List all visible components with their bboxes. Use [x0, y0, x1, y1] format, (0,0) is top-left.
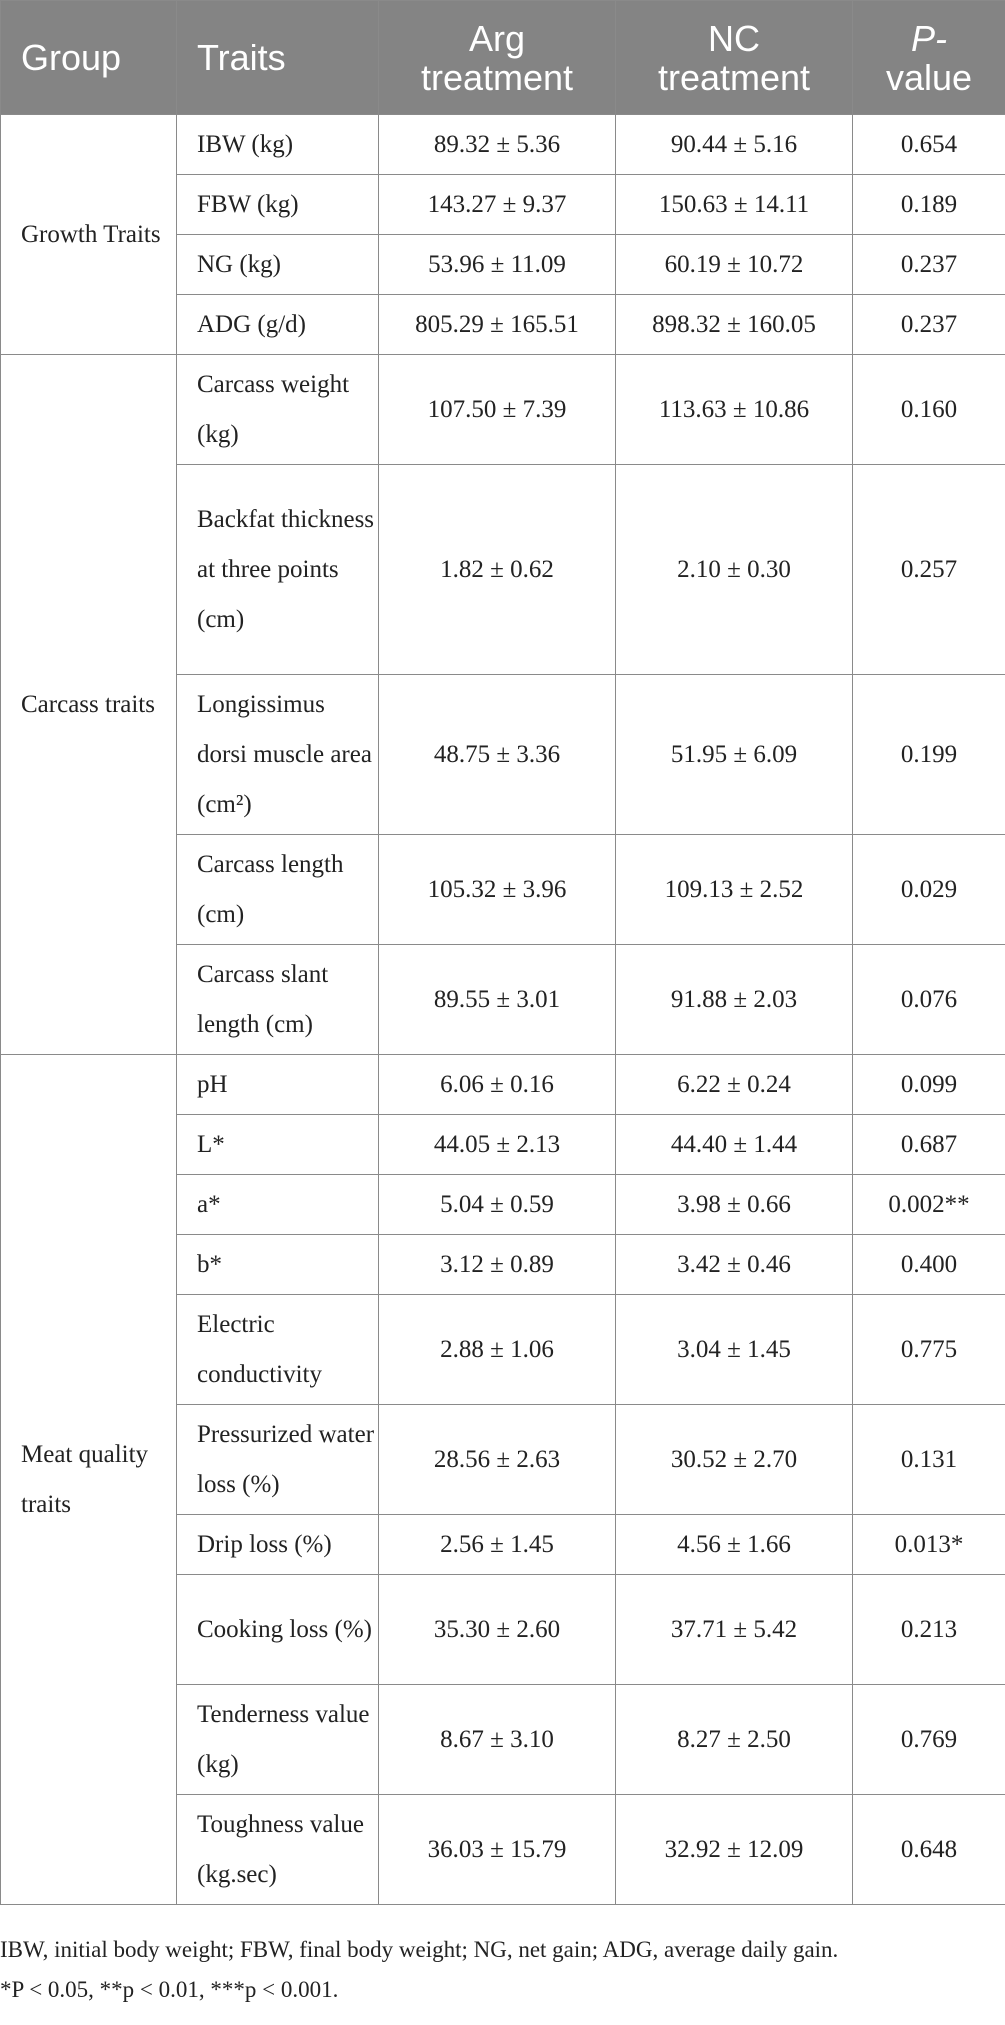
table-row	[1, 355, 1005, 465]
group-label-growth: Growth Traits	[1, 115, 177, 355]
arg-value: 8.67 ± 3.10	[379, 1685, 616, 1795]
trait-cell: a*	[177, 1175, 379, 1235]
arg-value: 36.03 ± 15.79	[379, 1795, 616, 1905]
trait-cell: Carcass length (cm)	[177, 835, 379, 945]
arg-value: 105.32 ± 3.96	[379, 835, 616, 945]
nc-value: 3.98 ± 0.66	[616, 1175, 853, 1235]
header-nc-treatment: NC treatment	[616, 1, 853, 115]
nc-value: 113.63 ± 10.86	[616, 355, 853, 465]
p-value: 0.648	[853, 1795, 1005, 1905]
trait-cell: Carcass slant length (cm)	[177, 945, 379, 1055]
p-value: 0.189	[853, 175, 1005, 235]
nc-value: 44.40 ± 1.44	[616, 1115, 853, 1175]
p-value: 0.199	[853, 675, 1005, 835]
abbreviations-note: IBW, initial body weight; FBW, final body weight; NG, net gain; ADG, average daily gain.	[0, 1937, 839, 1962]
header-p-value: P- value	[853, 1, 1005, 115]
trait-cell: Tenderness value (kg)	[177, 1685, 379, 1795]
arg-value: 89.32 ± 5.36	[379, 115, 616, 175]
p-value: 0.775	[853, 1295, 1005, 1405]
header-arg-treatment: Arg treatment	[379, 1, 616, 115]
nc-value: 150.63 ± 14.11	[616, 175, 853, 235]
p-value: 0.131	[853, 1405, 1005, 1515]
arg-value: 5.04 ± 0.59	[379, 1175, 616, 1235]
arg-value: 35.30 ± 2.60	[379, 1575, 616, 1685]
p-value: 0.257	[853, 465, 1005, 675]
arg-value: 6.06 ± 0.16	[379, 1055, 616, 1115]
p-value: 0.687	[853, 1115, 1005, 1175]
arg-value: 3.12 ± 0.89	[379, 1235, 616, 1295]
nc-value: 37.71 ± 5.42	[616, 1575, 853, 1685]
p-value: 0.076	[853, 945, 1005, 1055]
nc-value: 60.19 ± 10.72	[616, 235, 853, 295]
arg-value: 44.05 ± 2.13	[379, 1115, 616, 1175]
p-value: 0.029	[853, 835, 1005, 945]
nc-value: 898.32 ± 160.05	[616, 295, 853, 355]
nc-value: 51.95 ± 6.09	[616, 675, 853, 835]
arg-value: 805.29 ± 165.51	[379, 295, 616, 355]
arg-value: 2.88 ± 1.06	[379, 1295, 616, 1405]
trait-cell: pH	[177, 1055, 379, 1115]
trait-cell: b*	[177, 1235, 379, 1295]
nc-value: 6.22 ± 0.24	[616, 1055, 853, 1115]
header-group: Group	[1, 1, 177, 115]
header-row	[1, 1, 1005, 115]
nc-value: 3.42 ± 0.46	[616, 1235, 853, 1295]
nc-value: 3.04 ± 1.45	[616, 1295, 853, 1405]
arg-value: 2.56 ± 1.45	[379, 1515, 616, 1575]
p-value: 0.237	[853, 235, 1005, 295]
header-traits: Traits	[177, 1, 379, 115]
table-footnote	[0, 1930, 1000, 2010]
p-value: 0.160	[853, 355, 1005, 465]
nc-value: 2.10 ± 0.30	[616, 465, 853, 675]
nc-value: 32.92 ± 12.09	[616, 1795, 853, 1905]
trait-cell: Drip loss (%)	[177, 1515, 379, 1575]
nc-value: 8.27 ± 2.50	[616, 1685, 853, 1795]
trait-cell: L*	[177, 1115, 379, 1175]
trait-cell: Toughness value (kg.sec)	[177, 1795, 379, 1905]
p-value: 0.654	[853, 115, 1005, 175]
p-value: 0.099	[853, 1055, 1005, 1115]
group-label-meat-quality: Meat quality traits	[1, 1055, 177, 1905]
trait-cell: Backfat thickness at three points (cm)	[177, 465, 379, 675]
p-value: 0.013*	[853, 1515, 1005, 1575]
trait-cell: IBW (kg)	[177, 115, 379, 175]
group-label-carcass: Carcass traits	[1, 355, 177, 1055]
p-value: 0.400	[853, 1235, 1005, 1295]
nc-value: 109.13 ± 2.52	[616, 835, 853, 945]
trait-cell: FBW (kg)	[177, 175, 379, 235]
nc-value: 90.44 ± 5.16	[616, 115, 853, 175]
p-value: 0.237	[853, 295, 1005, 355]
arg-value: 1.82 ± 0.62	[379, 465, 616, 675]
trait-cell: Electric conductivity	[177, 1295, 379, 1405]
p-value: 0.213	[853, 1575, 1005, 1685]
trait-cell: NG (kg)	[177, 235, 379, 295]
trait-cell: Carcass weight (kg)	[177, 355, 379, 465]
arg-value: 48.75 ± 3.36	[379, 675, 616, 835]
arg-value: 143.27 ± 9.37	[379, 175, 616, 235]
p-value: 0.002**	[853, 1175, 1005, 1235]
arg-value: 53.96 ± 11.09	[379, 235, 616, 295]
trait-cell: Cooking loss (%)	[177, 1575, 379, 1685]
table-row	[1, 1055, 1005, 1115]
arg-value: 107.50 ± 7.39	[379, 355, 616, 465]
trait-cell: ADG (g/d)	[177, 295, 379, 355]
trait-cell: Pressurized water loss (%)	[177, 1405, 379, 1515]
nc-value: 4.56 ± 1.66	[616, 1515, 853, 1575]
p-value: 0.769	[853, 1685, 1005, 1795]
arg-value: 28.56 ± 2.63	[379, 1405, 616, 1515]
significance-note: *P < 0.05, **p < 0.01, ***p < 0.001.	[0, 1977, 339, 2002]
trait-cell: Longissimus dorsi muscle area (cm²)	[177, 675, 379, 835]
arg-value: 89.55 ± 3.01	[379, 945, 616, 1055]
table-row	[1, 115, 1005, 175]
nc-value: 30.52 ± 2.70	[616, 1405, 853, 1515]
nc-value: 91.88 ± 2.03	[616, 945, 853, 1055]
